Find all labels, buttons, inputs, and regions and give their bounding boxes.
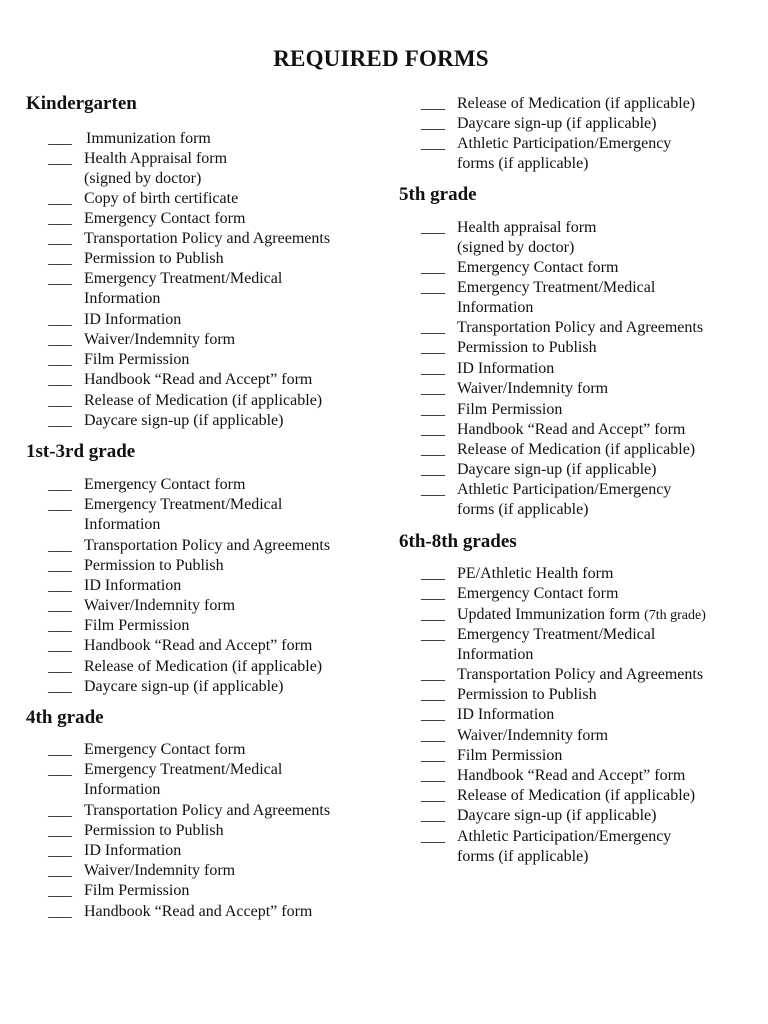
kindergarten-item-permission-publish <box>48 249 388 269</box>
checkbox-blank[interactable]: ___ <box>48 882 72 899</box>
grade5-item-release-medication <box>421 440 761 460</box>
item-label: Immunization form <box>86 130 211 147</box>
grade1-3-item-handbook <box>48 636 388 656</box>
item-label: Permission to Publish <box>457 686 597 703</box>
checkbox-blank[interactable]: ___ <box>421 360 445 377</box>
grade6-8-item-id-information <box>421 705 761 725</box>
checkbox-blank[interactable]: ___ <box>421 441 445 458</box>
grade1-3-item-id-information <box>48 576 388 596</box>
item-label: Waiver/Indemnity form <box>457 727 609 744</box>
grade1-3-item-daycare <box>48 677 388 697</box>
checkbox-blank[interactable]: ___ <box>48 842 72 859</box>
grade4-item-emergency-contact <box>48 740 388 760</box>
checkbox-blank[interactable]: ___ <box>421 767 445 784</box>
grade5-item-permission-publish <box>421 338 761 358</box>
item-label-row <box>457 605 761 626</box>
kindergarten-item-release-medication <box>48 391 388 411</box>
item-label-continued: forms (if applicable) <box>457 155 589 173</box>
checkbox-blank[interactable]: ___ <box>48 802 72 819</box>
grade1-3-item-permission-publish <box>48 556 388 576</box>
item-label: Film Permission <box>457 747 563 764</box>
checkbox-blank[interactable]: ___ <box>421 279 445 296</box>
checkbox-blank[interactable]: ___ <box>48 311 72 328</box>
grade6-8-item-permission-publish <box>421 685 761 705</box>
item-label: Release of Medication (if applicable) <box>457 95 696 112</box>
item-label: Film Permission <box>84 617 190 634</box>
checkbox-blank[interactable]: ___ <box>421 401 445 418</box>
item-label: Emergency Treatment/Medical <box>457 626 656 643</box>
checkbox-blank[interactable]: ___ <box>421 828 445 845</box>
grade1-3-item-emergency-treatment <box>48 495 388 535</box>
grade6-8-item-updated-immunization <box>421 605 761 626</box>
grade6-8-item-athletic <box>421 827 761 867</box>
kindergarten-item-emergency-contact <box>48 209 388 229</box>
grade6-8-item-daycare <box>421 806 761 826</box>
grade4-item-waiver <box>48 861 388 881</box>
item-label: Permission to Publish <box>84 557 224 574</box>
item-label: Release of Medication (if applicable) <box>84 392 323 409</box>
checkbox-blank[interactable]: ___ <box>421 606 445 623</box>
grade6-8-item-release-medication <box>421 786 761 806</box>
item-label: Daycare sign-up (if applicable) <box>457 807 657 824</box>
checkbox-blank[interactable]: ___ <box>421 135 445 152</box>
item-label: Emergency Contact form <box>457 259 619 276</box>
item-label-continued: (signed by doctor) <box>457 239 575 257</box>
checkbox-blank[interactable]: ___ <box>48 637 72 654</box>
item-label-continued: Information <box>84 516 161 534</box>
checkbox-blank[interactable]: ___ <box>48 617 72 634</box>
checkbox-blank[interactable]: ___ <box>421 626 445 643</box>
grade5-item-id-information <box>421 359 761 379</box>
checkbox-blank[interactable]: ___ <box>421 319 445 336</box>
grade4-heading: 4th grade <box>26 707 104 728</box>
item-label: ID Information <box>457 360 555 377</box>
checkbox-blank[interactable]: ___ <box>48 496 72 513</box>
item-label-continued: forms (if applicable) <box>457 848 589 866</box>
grade6-8-item-handbook <box>421 766 761 786</box>
grade1-3-item-transportation <box>48 536 388 556</box>
item-label: PE/Athletic Health form <box>457 565 614 582</box>
kindergarten-item-id-information <box>48 310 388 330</box>
item-label: Release of Medication (if applicable) <box>84 658 323 675</box>
item-label: Daycare sign-up (if applicable) <box>84 678 284 695</box>
item-label: Emergency Contact form <box>84 476 246 493</box>
grade5-item-emergency-treatment <box>421 278 761 318</box>
grade4-item-handbook <box>48 902 388 922</box>
kindergarten-heading: Kindergarten <box>26 93 137 114</box>
checkbox-blank[interactable]: ___ <box>48 230 72 247</box>
grade5-heading: 5th grade <box>399 184 477 205</box>
checkbox-blank[interactable]: ___ <box>421 219 445 236</box>
checkbox-blank[interactable]: ___ <box>48 537 72 554</box>
item-label: Waiver/Indemnity form <box>84 331 236 348</box>
item-label: Handbook “Read and Accept” form <box>84 637 313 654</box>
item-label: Daycare sign-up (if applicable) <box>457 115 657 132</box>
checkbox-blank[interactable]: ___ <box>421 339 445 356</box>
grade5-item-film-permission <box>421 400 761 420</box>
checkbox-blank[interactable]: ___ <box>48 351 72 368</box>
kindergarten-item-handbook <box>48 370 388 390</box>
item-label: Transportation Policy and Agreements <box>84 802 331 819</box>
item-label: Waiver/Indemnity form <box>457 380 609 397</box>
item-label: Updated Immunization form <box>457 606 641 623</box>
grade5-item-transportation <box>421 318 761 338</box>
grade4-item-id-information <box>48 841 388 861</box>
item-label: Copy of birth certificate <box>84 190 239 207</box>
checkbox-blank[interactable]: ___ <box>48 130 72 147</box>
checkbox-blank[interactable]: ___ <box>48 371 72 388</box>
item-label: ID Information <box>84 577 182 594</box>
checkbox-blank[interactable]: ___ <box>421 461 445 478</box>
item-label-continued: Information <box>457 646 534 664</box>
checkbox-blank[interactable]: ___ <box>421 421 445 438</box>
kindergarten-item-daycare <box>48 411 388 431</box>
grade1-3-item-waiver <box>48 596 388 616</box>
grade6-8-item-transportation <box>421 665 761 685</box>
item-label: Daycare sign-up (if applicable) <box>84 412 284 429</box>
kindergarten-item-film-permission <box>48 350 388 370</box>
grade5-item-health-appraisal <box>421 218 761 258</box>
grade4-item-release-medication <box>421 94 761 114</box>
grade4-item-athletic <box>421 134 761 174</box>
item-label-continued: (signed by doctor) <box>84 170 202 188</box>
grade1-3-heading: 1st-3rd grade <box>26 441 136 462</box>
checkbox-blank[interactable]: ___ <box>48 392 72 409</box>
checkbox-blank[interactable]: ___ <box>48 250 72 267</box>
checkbox-blank[interactable]: ___ <box>48 903 72 920</box>
item-label: Film Permission <box>84 351 190 368</box>
grade6-8-heading: 6th-8th grades <box>399 531 517 552</box>
checkbox-blank[interactable]: ___ <box>48 862 72 879</box>
item-label: Athletic Participation/Emergency <box>457 135 672 152</box>
checkbox-blank[interactable]: ___ <box>421 481 445 498</box>
item-label: Emergency Treatment/Medical <box>84 496 283 513</box>
checkbox-blank[interactable]: ___ <box>48 190 72 207</box>
checkbox-blank[interactable]: ___ <box>421 787 445 804</box>
grade4-item-emergency-treatment <box>48 760 388 800</box>
checkbox-blank[interactable]: ___ <box>48 577 72 594</box>
checkbox-blank[interactable]: ___ <box>48 210 72 227</box>
item-label: ID Information <box>84 311 182 328</box>
item-label: Waiver/Indemnity form <box>84 862 236 879</box>
grade4-item-permission-publish <box>48 821 388 841</box>
kindergarten-item-immunization <box>48 129 388 149</box>
checkbox-blank[interactable]: ___ <box>48 822 72 839</box>
item-label: Emergency Treatment/Medical <box>457 279 656 296</box>
item-label: Transportation Policy and Agreements <box>457 319 704 336</box>
checkbox-blank[interactable]: ___ <box>48 597 72 614</box>
checkbox-blank[interactable]: ___ <box>421 807 445 824</box>
grade-note: (7th grade) <box>644 608 706 623</box>
grade6-8-item-pe-athletic <box>421 564 761 584</box>
checkbox-blank[interactable]: ___ <box>48 741 72 758</box>
item-label: Health Appraisal form <box>84 150 228 167</box>
checkbox-blank[interactable]: ___ <box>48 412 72 429</box>
item-label: Permission to Publish <box>84 250 224 267</box>
item-label: Emergency Contact form <box>84 210 246 227</box>
checkbox-blank[interactable]: ___ <box>421 727 445 744</box>
item-label: Waiver/Indemnity form <box>84 597 236 614</box>
item-label: Health appraisal form <box>457 219 597 236</box>
item-label: Handbook “Read and Accept” form <box>84 371 313 388</box>
item-label: Emergency Treatment/Medical <box>84 270 283 287</box>
item-label: Release of Medication (if applicable) <box>457 787 696 804</box>
checkbox-blank[interactable]: ___ <box>48 557 72 574</box>
item-label: Film Permission <box>457 401 563 418</box>
grade5-item-waiver <box>421 379 761 399</box>
checkbox-blank[interactable]: ___ <box>421 585 445 602</box>
kindergarten-item-waiver <box>48 330 388 350</box>
item-label: Emergency Contact form <box>84 741 246 758</box>
checkbox-blank[interactable]: ___ <box>421 259 445 276</box>
grade6-8-item-emergency-treatment <box>421 625 761 665</box>
grade5-item-emergency-contact <box>421 258 761 278</box>
item-label: Athletic Participation/Emergency <box>457 481 672 498</box>
item-label: Handbook “Read and Accept” form <box>457 421 686 438</box>
item-label: Release of Medication (if applicable) <box>457 441 696 458</box>
kindergarten-item-transportation <box>48 229 388 249</box>
checkbox-blank[interactable]: ___ <box>48 476 72 493</box>
grade1-3-item-release-medication <box>48 657 388 677</box>
checkbox-blank[interactable]: ___ <box>421 380 445 397</box>
checkbox-blank[interactable]: ___ <box>48 150 72 167</box>
checkbox-blank[interactable]: ___ <box>48 678 72 695</box>
item-label-continued: Information <box>457 299 534 317</box>
grade5-item-athletic <box>421 480 761 520</box>
grade4-item-transportation <box>48 801 388 821</box>
item-label: Permission to Publish <box>457 339 597 356</box>
kindergarten-item-emergency-treatment <box>48 269 388 309</box>
checkbox-blank[interactable]: ___ <box>48 270 72 287</box>
checkbox-blank[interactable]: ___ <box>421 747 445 764</box>
page-title: REQUIRED FORMS <box>273 46 489 71</box>
item-label: Transportation Policy and Agreements <box>457 666 704 683</box>
item-label: Handbook “Read and Accept” form <box>84 903 313 920</box>
item-label-continued: Information <box>84 290 161 308</box>
item-label: ID Information <box>84 842 182 859</box>
grade6-8-item-emergency-contact <box>421 584 761 604</box>
item-label: Emergency Treatment/Medical <box>84 761 283 778</box>
grade5-item-handbook <box>421 420 761 440</box>
checkbox-blank[interactable]: ___ <box>421 666 445 683</box>
item-label: Transportation Policy and Agreements <box>84 230 331 247</box>
item-label: Athletic Participation/Emergency <box>457 828 672 845</box>
item-label: Transportation Policy and Agreements <box>84 537 331 554</box>
grade5-item-daycare <box>421 460 761 480</box>
grade4-item-daycare <box>421 114 761 134</box>
item-label-continued: forms (if applicable) <box>457 501 589 519</box>
grade1-3-item-emergency-contact <box>48 475 388 495</box>
checkbox-blank[interactable]: ___ <box>48 761 72 778</box>
grade6-8-item-waiver <box>421 726 761 746</box>
checkbox-blank[interactable]: ___ <box>421 706 445 723</box>
kindergarten-item-health-appraisal <box>48 149 388 189</box>
checkbox-blank[interactable]: ___ <box>421 565 445 582</box>
kindergarten-item-birth-certificate <box>48 189 388 209</box>
checkbox-blank[interactable]: ___ <box>421 95 445 112</box>
checkbox-blank[interactable]: ___ <box>421 115 445 132</box>
item-label: ID Information <box>457 706 555 723</box>
item-label: Daycare sign-up (if applicable) <box>457 461 657 478</box>
item-label: Handbook “Read and Accept” form <box>457 767 686 784</box>
grade1-3-item-film-permission <box>48 616 388 636</box>
item-label-continued: Information <box>84 781 161 799</box>
checkbox-blank[interactable]: ___ <box>48 331 72 348</box>
item-label: Permission to Publish <box>84 822 224 839</box>
grade6-8-item-film-permission <box>421 746 761 766</box>
checkbox-blank[interactable]: ___ <box>421 686 445 703</box>
grade4-item-film-permission <box>48 881 388 901</box>
item-label: Emergency Contact form <box>457 585 619 602</box>
checkbox-blank[interactable]: ___ <box>48 658 72 675</box>
item-label: Film Permission <box>84 882 190 899</box>
